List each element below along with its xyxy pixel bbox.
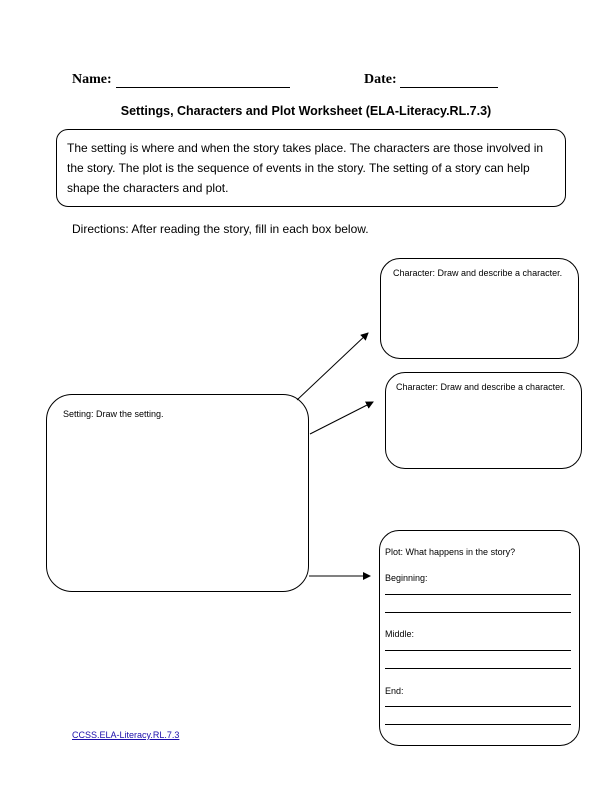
arrow-to-character-2 xyxy=(310,402,373,434)
plot-box-title: Plot: What happens in the story? xyxy=(385,547,516,557)
plot-box[interactable] xyxy=(379,530,580,746)
name-label: Name: xyxy=(72,72,112,87)
date-field-line[interactable] xyxy=(400,87,498,88)
end-line-2[interactable] xyxy=(385,724,571,725)
intro-box xyxy=(56,129,566,207)
character-box-1-label: Character: Draw and describe a character. xyxy=(393,268,563,278)
name-field-line[interactable] xyxy=(116,87,290,88)
beginning-label: Beginning: xyxy=(385,573,428,583)
character-box-2[interactable] xyxy=(385,372,582,469)
middle-line-1[interactable] xyxy=(385,650,571,651)
middle-label: Middle: xyxy=(385,629,415,639)
beginning-line-1[interactable] xyxy=(385,594,571,595)
end-line-1[interactable] xyxy=(385,706,571,707)
worksheet-title: Settings, Characters and Plot Worksheet (ELA-Literacy.RL.7.3) xyxy=(120,104,492,118)
beginning-line-2[interactable] xyxy=(385,612,571,613)
character-box-2-label: Character: Draw and describe a character. xyxy=(396,382,566,392)
arrow-to-character-1 xyxy=(297,333,368,400)
standard-link[interactable]: CCSS.ELA-Literacy.RL.7.3 xyxy=(72,730,180,740)
character-box-1[interactable] xyxy=(380,258,579,359)
intro-text: The setting is where and when the story takes place. The characters are those involved in the story. The plot is the sequence of events in the story. The setting of a story can help shape the characters and plot. xyxy=(67,141,544,195)
setting-box-label: Setting: Draw the setting. xyxy=(63,409,164,419)
setting-box[interactable] xyxy=(46,394,309,592)
middle-line-2[interactable] xyxy=(385,668,571,669)
directions-text: Directions: After reading the story, fill in each box below. xyxy=(72,222,369,236)
date-label: Date: xyxy=(364,72,397,87)
end-label: End: xyxy=(385,686,404,696)
